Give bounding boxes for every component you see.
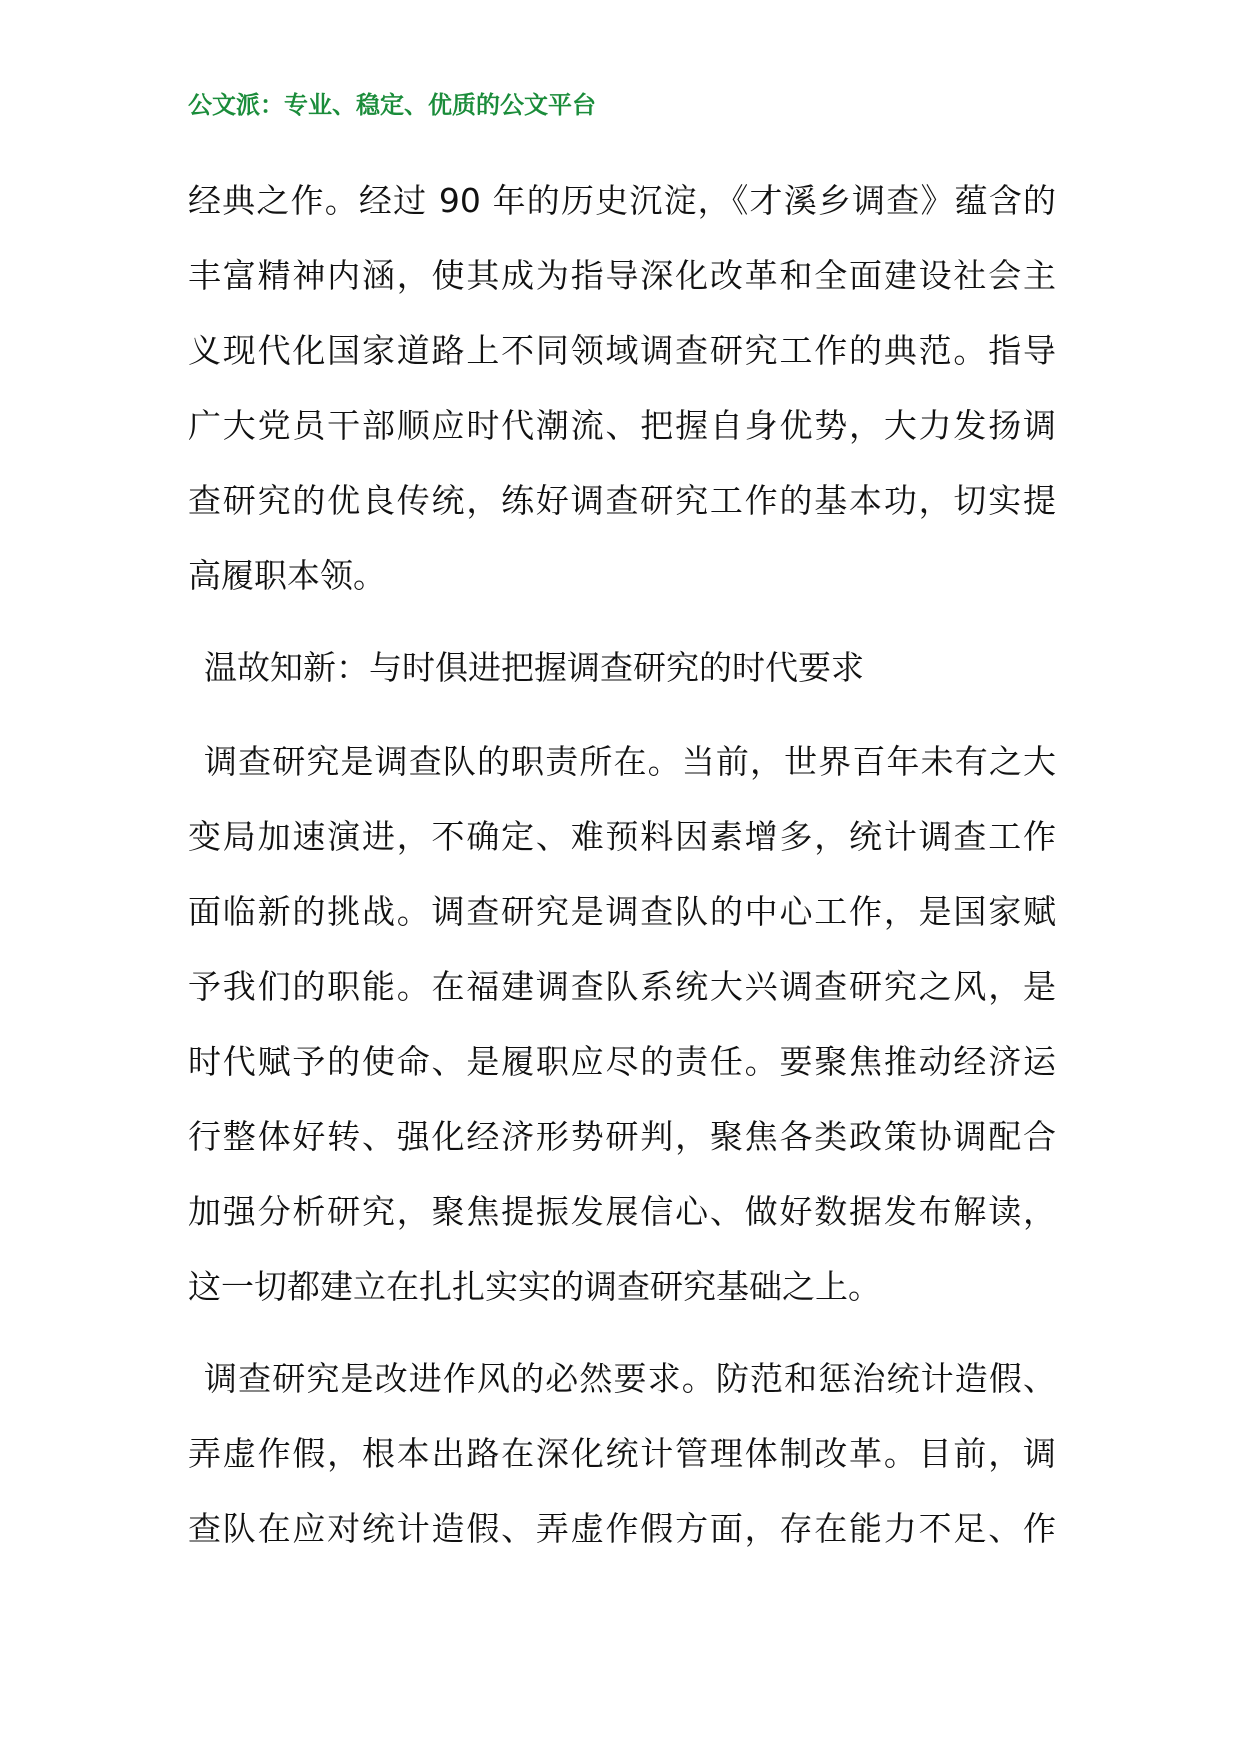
text-line: 面临新的挑战。调查研究是调查队的中心工作，是国家赋: [188, 892, 1056, 931]
text-line: 行整体好转、强化经济形势研判，聚焦各类政策协调配合: [188, 1117, 1056, 1156]
section-heading: [188, 630, 1056, 707]
paragraph: [188, 724, 1056, 1324]
text-line: 调查研究是改进作风的必然要求。防范和惩治统计造假、: [204, 1359, 1056, 1398]
text-line: 义现代化国家道路上不同领域调查研究工作的典范。指导: [188, 331, 1056, 370]
text-line: 经典之作。经过 90 年的历史沉淀，《才溪乡调查》蕴含的: [188, 181, 1056, 220]
text-line: 调查研究是调查队的职责所在。当前，世界百年未有之大: [204, 742, 1056, 781]
paragraph-spacer: [188, 613, 1056, 630]
text-line: 弄虚作假，根本出路在深化统计管理体制改革。目前，调: [188, 1434, 1056, 1473]
paragraph: [188, 1341, 1056, 1566]
text-line: 予我们的职能。在福建调查队系统大兴调查研究之风，是: [188, 967, 1056, 1006]
paragraph-spacer: [188, 707, 1056, 724]
text-line: 广大党员干部顺应时代潮流、把握自身优势，大力发扬调: [188, 406, 1056, 445]
text-line: 这一切都建立在扎扎实实的调查研究基础之上。: [188, 1267, 881, 1306]
page-header: 公文派：专业、稳定、优质的公文平台: [188, 91, 596, 119]
text-line: 变局加速演进，不确定、难预料因素增多，统计调查工作: [188, 817, 1056, 856]
text-line: 查研究的优良传统，练好调查研究工作的基本功，切实提: [188, 481, 1056, 520]
text-line: 丰富精神内涵，使其成为指导深化改革和全面建设社会主: [188, 256, 1056, 295]
paragraph-spacer: [188, 1324, 1056, 1341]
heading-text: 温故知新：与时俱进把握调查研究的时代要求: [204, 648, 864, 687]
paragraph: [188, 163, 1056, 613]
text-line: 高履职本领。: [188, 556, 386, 595]
text-line: 时代赋予的使命、是履职应尽的责任。要聚焦推动经济运: [188, 1042, 1056, 1081]
text-line: 查队在应对统计造假、弄虚作假方面，存在能力不足、作: [188, 1509, 1056, 1548]
document-body: [188, 163, 1056, 1566]
text-line: 加强分析研究，聚焦提振发展信心、做好数据发布解读，: [188, 1192, 1056, 1231]
